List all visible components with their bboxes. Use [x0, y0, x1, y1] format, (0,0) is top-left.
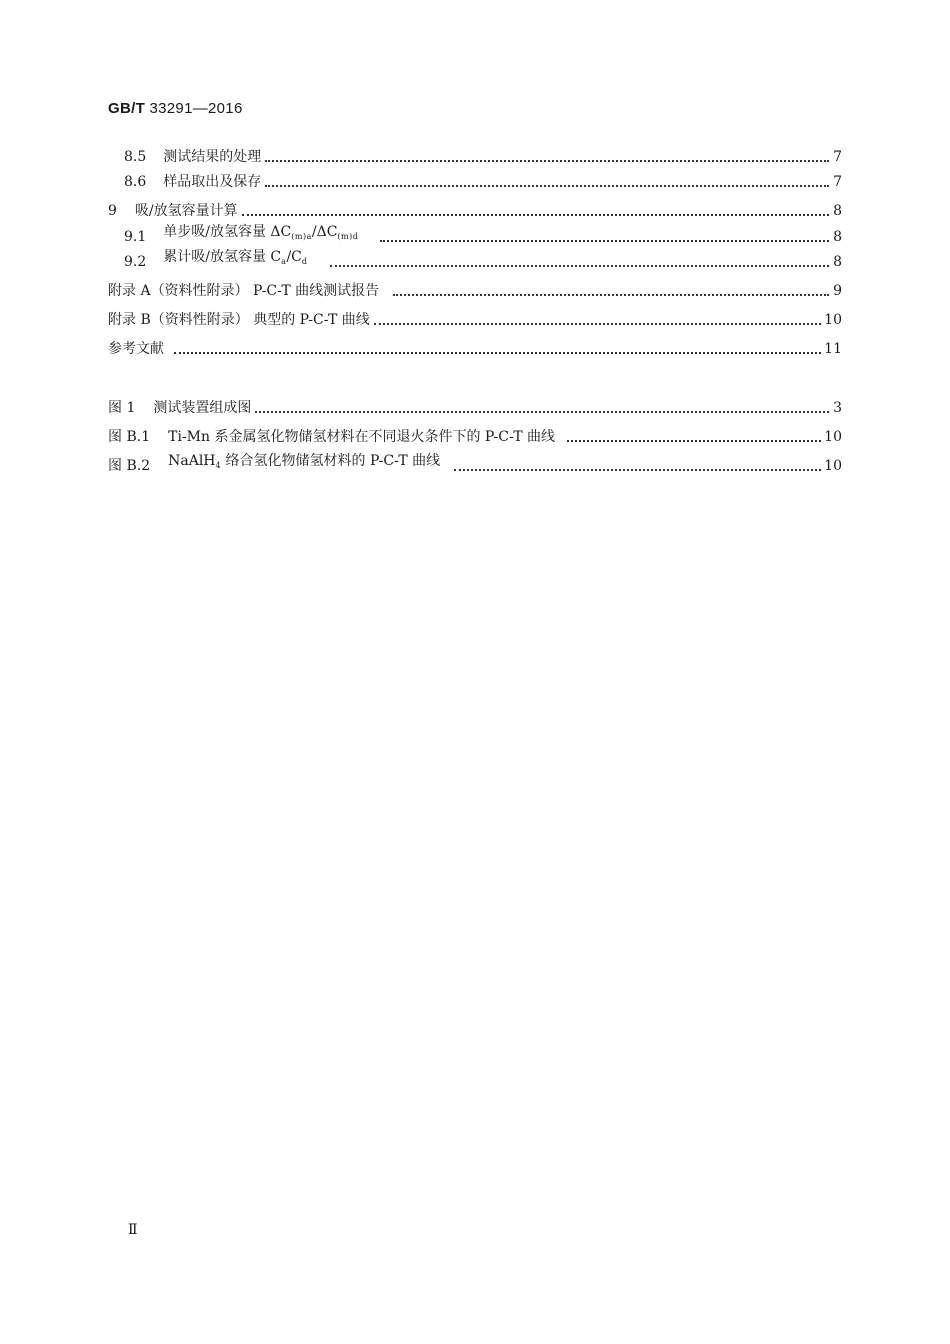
figure-entry-number: 图 B.2 — [108, 458, 151, 474]
toc-entry-title — [163, 248, 307, 271]
toc-entry-title: （资料性附录） P-C-T 曲线测试报告 — [150, 283, 380, 299]
toc-entry-title: 测试结果的处理 — [163, 149, 262, 165]
subscript: a — [281, 257, 287, 266]
subscript: (m)d — [337, 232, 359, 241]
subscript: (m)a — [291, 232, 312, 241]
figure-entry-number: 图 B.1 — [108, 429, 151, 445]
standard-number: 33291—2016 — [149, 100, 243, 117]
dot-leader — [265, 185, 829, 187]
toc-entry[interactable] — [108, 278, 842, 300]
page-number: Ⅱ — [128, 1222, 138, 1238]
standard-code: GB/T — [108, 100, 146, 117]
dot-leader — [242, 214, 829, 216]
title-text: /C — [286, 249, 302, 265]
figure-entry-title: 测试装置组成图 — [153, 400, 252, 416]
dot-leader — [567, 440, 821, 442]
figure-entry[interactable] — [108, 395, 842, 417]
figure-entry-page: 3 — [833, 400, 842, 416]
dot-leader — [174, 352, 821, 354]
toc-entry-number: 附录 A — [108, 283, 151, 299]
title-text: 络合氢化物储氢材料的 P-C-T 曲线 — [221, 453, 441, 469]
title-text: /ΔC — [311, 224, 338, 240]
toc-entry-number: 8.6 — [124, 174, 147, 190]
figure-entry-title — [168, 452, 440, 475]
title-text: 单步吸/放氢容量 ΔC — [163, 224, 292, 240]
figure-entry-title: Ti-Mn 系金属氢化物储氢材料在不同退火条件下的 P-C-T 曲线 — [168, 429, 556, 445]
figure-entry[interactable] — [108, 453, 842, 475]
dot-leader — [330, 265, 830, 267]
dot-leader — [454, 469, 821, 471]
toc-entry-number: 附录 B — [108, 312, 151, 328]
toc-entry[interactable] — [124, 169, 842, 191]
figure-entry-page: 10 — [824, 429, 842, 445]
toc-entry-number: 9 — [108, 203, 117, 219]
toc-entry-page: 8 — [833, 229, 842, 245]
toc-entry-title — [163, 223, 358, 246]
dot-leader — [393, 294, 829, 296]
toc-entry-title: （资料性附录） 典型的 P-C-T 曲线 — [150, 312, 370, 328]
toc-entry[interactable] — [108, 198, 842, 220]
toc-entry-number: 8.5 — [124, 149, 147, 165]
toc-entry[interactable] — [124, 144, 842, 166]
dot-leader — [374, 323, 821, 325]
toc-entry-page: 8 — [833, 203, 842, 219]
toc-entry[interactable] — [124, 224, 842, 246]
dot-leader — [255, 411, 829, 413]
toc-entry-number: 9.1 — [124, 229, 147, 245]
toc-entry-page: 7 — [833, 174, 842, 190]
title-text: 累计吸/放氢容量 C — [163, 249, 282, 265]
toc-entry-page: 7 — [833, 149, 842, 165]
figure-entry-number: 图 1 — [108, 400, 136, 416]
toc-entry[interactable] — [124, 249, 842, 271]
toc-entry-title: 样品取出及保存 — [163, 174, 262, 190]
toc-entry[interactable] — [108, 336, 842, 358]
subscript: d — [301, 257, 308, 266]
subscript: 4 — [215, 461, 222, 470]
toc-entry-page: 10 — [824, 312, 842, 328]
toc-entry-number: 9.2 — [124, 254, 147, 270]
figure-entry[interactable] — [108, 424, 842, 446]
toc-entry-page: 8 — [833, 254, 842, 270]
toc-entry-page: 11 — [824, 341, 842, 357]
toc-entry-page: 9 — [833, 283, 842, 299]
toc-entry-title: 吸/放氢容量计算 — [134, 203, 238, 219]
figure-entry-page: 10 — [824, 458, 842, 474]
title-text: NaAlH — [168, 453, 216, 469]
document-header — [108, 100, 243, 117]
dot-leader — [380, 240, 829, 242]
toc-entry-title: 参考文献 — [108, 341, 164, 357]
dot-leader — [265, 160, 829, 162]
toc-entry[interactable] — [108, 307, 842, 329]
